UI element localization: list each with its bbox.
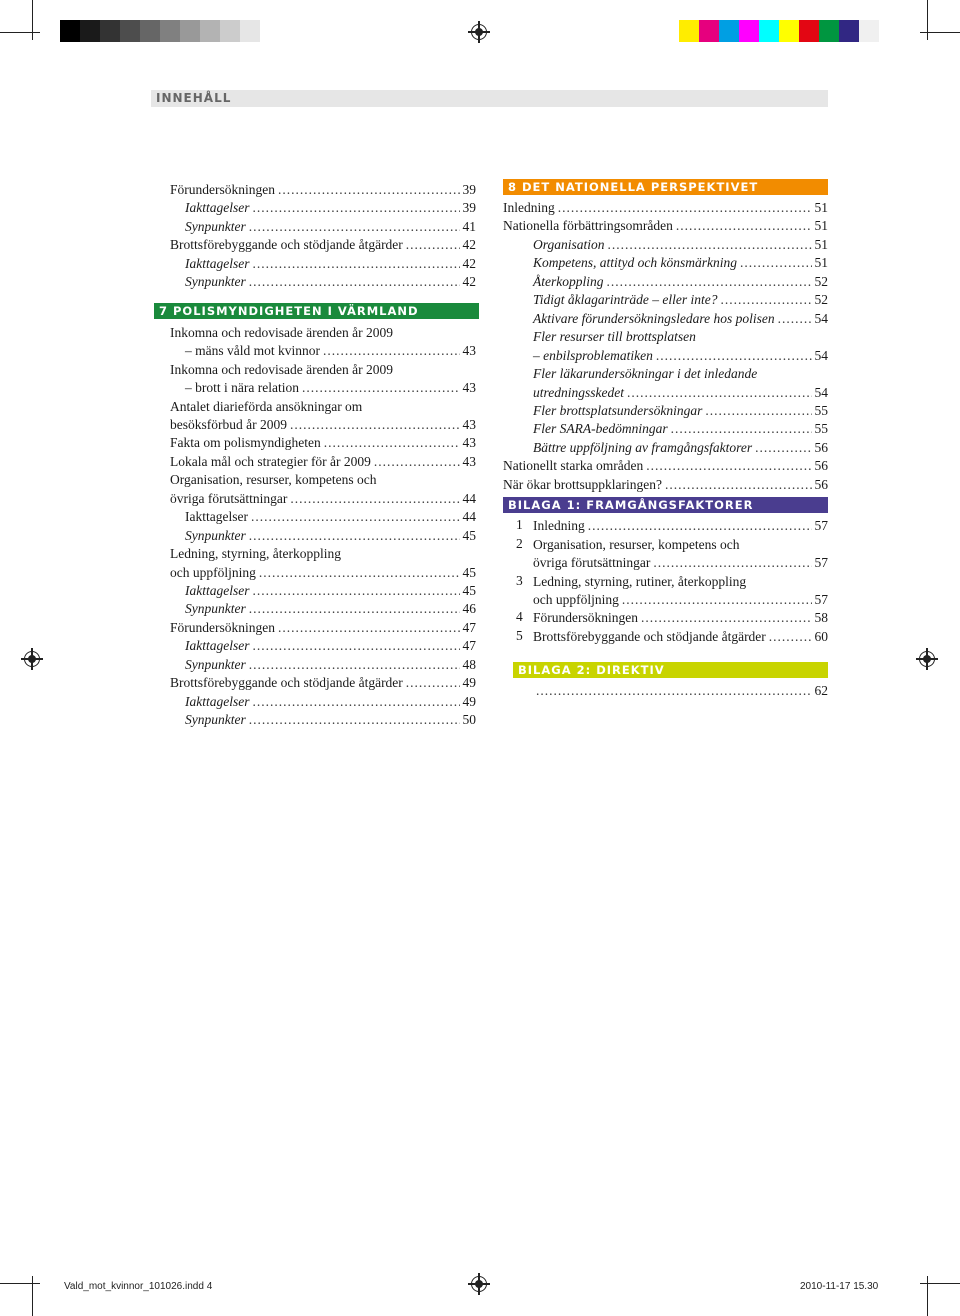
toc-entry-title: Fler resurser till brottsplatsen (533, 329, 696, 345)
dot-leader (406, 236, 460, 254)
calibration-swatch (859, 20, 879, 42)
dot-leader (252, 582, 459, 600)
toc-page-number: 56 (814, 458, 828, 474)
dot-leader (769, 628, 812, 646)
calibration-swatch (839, 20, 859, 42)
section-heading: BILAGA 2: DIREKTIV (513, 662, 828, 678)
toc-entry[interactable] (533, 310, 828, 328)
dot-leader (249, 656, 460, 674)
toc-entry-title: Tidigt åklagarinträde – eller inte? (533, 292, 718, 308)
toc-entry[interactable] (533, 254, 828, 272)
toc-entry-title: Bättre uppföljning av framgångsfaktorer (533, 439, 753, 455)
toc-entry[interactable] (170, 490, 476, 508)
toc-entry[interactable] (170, 453, 476, 471)
toc-page-number: 54 (814, 384, 828, 400)
toc-entry[interactable] (533, 384, 828, 402)
crop-mark (927, 0, 928, 40)
section-heading: 7 POLISMYNDIGHETEN I VÄRMLAND (154, 303, 479, 319)
dot-leader (249, 527, 460, 545)
toc-entry[interactable] (170, 619, 476, 637)
toc-page-number: 44 (462, 509, 476, 525)
toc-page-number: 57 (814, 555, 828, 571)
dot-leader (259, 564, 460, 582)
toc-entry-title: Synpunkter (185, 601, 246, 617)
toc-entry[interactable] (503, 217, 828, 235)
toc-entry-title: Iakttagelser (185, 693, 250, 709)
toc-entry[interactable] (170, 545, 476, 563)
dot-leader (646, 457, 811, 475)
toc-entry-title: Synpunkter (185, 218, 246, 234)
toc-left-column (159, 181, 476, 741)
toc-entry[interactable] (503, 457, 828, 475)
toc-entry-title: Inledning (503, 200, 555, 215)
calibration-swatch (759, 20, 779, 42)
gray-calibration-bar (60, 20, 260, 42)
toc-entry-title: Iakttagelser (185, 200, 250, 216)
toc-entry-title: utredningsskedet (533, 384, 624, 400)
toc-page-number: 57 (814, 518, 828, 534)
calibration-swatch (779, 20, 799, 42)
appendix-number: 4 (516, 609, 523, 625)
section-heading: BILAGA 1: FRAMGÅNGSFAKTORER (503, 497, 828, 513)
toc-entry-title: Fler SARA-bedömningar (533, 421, 668, 437)
dot-leader (558, 199, 812, 217)
toc-entry[interactable] (533, 536, 828, 554)
calibration-swatch (180, 20, 200, 42)
toc-entry-title: Antalet diarieförda ansökningar om (170, 398, 363, 414)
toc-entry-title: Iakttagelser (185, 638, 250, 654)
toc-entry-title: Aktivare förundersökningsledare hos polisen (533, 310, 775, 326)
dot-leader (622, 591, 812, 609)
appendix-number: 5 (516, 627, 523, 643)
calibration-swatch (679, 20, 699, 42)
toc-entry-title: Brottsförebyggande och stödjande åtgärder (533, 628, 766, 644)
crop-mark (920, 32, 960, 33)
toc-page-number: 58 (814, 610, 828, 626)
calibration-swatch (739, 20, 759, 42)
toc-entry[interactable] (533, 273, 828, 291)
dot-leader (323, 342, 460, 360)
toc-page-number: 56 (814, 476, 828, 492)
toc-page-number: 55 (814, 421, 828, 437)
toc-entry-title: övriga förutsättningar (170, 490, 288, 506)
toc-entry-title: Organisation (533, 236, 605, 252)
toc-page-number: 57 (814, 592, 828, 607)
appendix-number: 3 (516, 572, 523, 588)
toc-page-number: 39 (462, 182, 476, 197)
calibration-swatch (160, 20, 180, 42)
toc-entry[interactable] (185, 508, 476, 526)
calibration-swatch (220, 20, 240, 42)
dot-leader (249, 600, 460, 618)
calibration-swatch (719, 20, 739, 42)
registration-target-icon (471, 1276, 487, 1292)
calibration-swatch (60, 20, 80, 42)
toc-entry-title: Inkomna och redovisade ärenden år 2009 (170, 361, 394, 377)
toc-entry[interactable] (533, 628, 828, 646)
toc-page-number: 51 (814, 236, 828, 252)
toc-page-number: 46 (462, 601, 476, 617)
toc-entry[interactable] (185, 637, 476, 655)
dot-leader (252, 255, 459, 273)
toc-entry[interactable] (533, 573, 828, 591)
dot-leader (252, 199, 459, 217)
calibration-swatch (799, 20, 819, 42)
toc-entry-title: När ökar brottsuppklaringen? (503, 476, 662, 492)
toc-entry[interactable] (533, 591, 828, 609)
toc-entry-title: Förundersökningen (533, 610, 638, 626)
toc-page-number: 39 (462, 200, 476, 216)
toc-entry-title: Synpunkter (185, 656, 246, 672)
toc-page-number: 47 (462, 638, 476, 654)
toc-page-number: 51 (814, 200, 828, 215)
crop-mark (0, 1283, 40, 1284)
dot-leader (778, 310, 812, 328)
toc-entry-title: Synpunkter (185, 712, 246, 728)
toc-entry[interactable] (533, 439, 828, 457)
toc-entry-title: Iakttagelser (185, 255, 250, 271)
dot-leader (374, 453, 460, 471)
appendix-number: 1 (516, 517, 523, 533)
crop-mark (32, 0, 33, 40)
toc-page-number: 45 (462, 564, 476, 580)
crop-mark (0, 32, 40, 33)
toc-entry-title: Synpunkter (185, 527, 246, 543)
toc-page-number: 42 (462, 255, 476, 271)
toc-page-number: 43 (462, 416, 476, 432)
toc-entry-title: Iakttagelser (185, 509, 248, 525)
toc-entry-title: Ledning, styrning, återkoppling (170, 546, 341, 562)
dot-leader (290, 490, 459, 508)
color-calibration-bar (679, 20, 879, 42)
toc-entry[interactable] (533, 682, 828, 700)
toc-entry[interactable] (170, 181, 476, 199)
toc-page-number: 42 (462, 274, 476, 290)
footer-file: Vald_mot_kvinnor_101026.indd 4 (64, 1281, 213, 1292)
toc-entry-title: Organisation, resurser, kompetens och (170, 472, 377, 488)
toc-entry[interactable] (185, 656, 476, 674)
dot-leader (676, 217, 812, 235)
calibration-swatch (200, 20, 220, 42)
toc-entry-title: – mäns våld mot kvinnor (185, 343, 320, 359)
calibration-swatch (120, 20, 140, 42)
toc-entry-title: – brott i nära relation (185, 380, 299, 396)
toc-entry-title: övriga förutsättningar (533, 555, 651, 571)
registration-target-icon (919, 651, 935, 667)
toc-entry-title: Nationella förbättringsområden (503, 218, 673, 234)
calibration-swatch (80, 20, 100, 42)
dot-leader (251, 508, 460, 526)
appendix-number: 2 (516, 535, 523, 551)
dot-leader (278, 619, 460, 637)
toc-page-number: 51 (814, 255, 828, 271)
toc-entry-title: och uppföljning (170, 564, 256, 580)
dot-leader (290, 416, 460, 434)
toc-entry-title: och uppföljning (533, 592, 619, 607)
toc-entry[interactable] (533, 365, 828, 383)
toc-page-number: 43 (462, 380, 476, 396)
toc-entry-title: Iakttagelser (185, 583, 250, 598)
toc-entry[interactable] (533, 347, 828, 365)
toc-entry[interactable] (185, 600, 476, 618)
toc-page-number: 60 (814, 628, 828, 644)
toc-page-number: 45 (462, 527, 476, 543)
dot-leader (627, 384, 812, 402)
crop-mark (32, 1276, 33, 1316)
toc-entry-title: Ledning, styrning, rutiner, återkoppling (533, 573, 747, 589)
toc-entry-title: Förundersökningen (170, 619, 275, 635)
toc-entry[interactable] (533, 236, 828, 254)
toc-page-number: 43 (462, 343, 476, 359)
toc-entry-title: besöksförbud år 2009 (170, 416, 287, 432)
toc-entry-title: Förundersökningen (170, 182, 275, 197)
toc-entry[interactable] (185, 199, 476, 217)
toc-page-number: 62 (814, 683, 828, 699)
section-heading: 8 DET NATIONELLA PERSPEKTIVET (503, 179, 828, 195)
toc-page-number: 51 (814, 218, 828, 234)
crop-mark (927, 1276, 928, 1316)
toc-page-number: 42 (462, 237, 476, 253)
toc-page-number: 41 (462, 218, 476, 234)
toc-entry[interactable] (170, 674, 476, 692)
toc-entry-title: Organisation, resurser, kompetens och (533, 536, 740, 552)
toc-entry-title: Brottsförebyggande och stödjande åtgärder (170, 675, 403, 691)
toc-entry[interactable] (185, 711, 476, 729)
toc-entry-title: Återkoppling (533, 273, 604, 289)
dot-leader (302, 379, 460, 397)
toc-entry-title: Fakta om polismyndigheten (170, 435, 321, 451)
toc-entry-title: Fler läkarundersökningar i det inledande (533, 366, 758, 382)
toc-entry[interactable] (533, 609, 828, 627)
dot-leader (536, 682, 812, 700)
dot-leader (249, 273, 460, 291)
toc-entry-title: Inledning (533, 518, 585, 534)
dot-leader (252, 637, 459, 655)
toc-entry-title: Synpunkter (185, 274, 246, 290)
toc-page-number: 54 (814, 347, 828, 363)
toc-page-number: 52 (814, 292, 828, 308)
dot-leader (641, 609, 812, 627)
dot-leader (249, 711, 460, 729)
registration-target-icon (471, 24, 487, 40)
toc-entry[interactable] (170, 434, 476, 452)
toc-page-number: 45 (462, 583, 476, 598)
toc-page-number: 56 (814, 439, 828, 455)
toc-entry[interactable] (533, 554, 828, 572)
dot-leader (705, 402, 811, 420)
toc-page-number: 47 (462, 619, 476, 635)
dot-leader (656, 347, 812, 365)
toc-entry-title: Lokala mål och strategier för år 2009 (170, 453, 371, 469)
toc-page-number: 43 (462, 453, 476, 469)
dot-leader (671, 420, 812, 438)
calibration-swatch (140, 20, 160, 42)
toc-entry-title: – enbilsproblematiken (533, 347, 653, 363)
dot-leader (252, 693, 459, 711)
toc-entry[interactable] (170, 398, 476, 416)
toc-page-number: 50 (462, 712, 476, 728)
toc-entry[interactable] (170, 361, 476, 379)
toc-page-number: 43 (462, 435, 476, 451)
toc-page-number: 55 (814, 402, 828, 418)
toc-entry[interactable] (185, 582, 476, 600)
toc-entry[interactable] (185, 342, 476, 360)
toc-entry[interactable] (170, 471, 476, 489)
footer-date: 2010-11-17 15.30 (800, 1281, 879, 1292)
toc-entry-title: Kompetens, attityd och könsmärkning (533, 255, 737, 271)
toc-entry[interactable] (170, 236, 476, 254)
toc-entry[interactable] (185, 273, 476, 291)
dot-leader (740, 254, 812, 272)
calibration-swatch (699, 20, 719, 42)
crop-mark (920, 1283, 960, 1284)
toc-entry[interactable] (185, 379, 476, 397)
toc-entry[interactable] (533, 402, 828, 420)
toc-entry-title: Inkomna och redovisade ärenden år 2009 (170, 324, 394, 340)
toc-entry[interactable] (185, 255, 476, 273)
dot-leader (665, 476, 812, 494)
calibration-swatch (240, 20, 260, 42)
toc-entry[interactable] (533, 420, 828, 438)
dot-leader (249, 218, 460, 236)
dot-leader (324, 434, 460, 452)
dot-leader (588, 517, 812, 535)
toc-entry[interactable] (533, 517, 828, 535)
toc-entry[interactable] (533, 291, 828, 309)
toc-entry[interactable] (170, 324, 476, 342)
toc-entry[interactable] (170, 416, 476, 434)
toc-entry-title: Brottsförebyggande och stödjande åtgärder (170, 237, 403, 253)
toc-entry[interactable] (503, 199, 828, 217)
dot-leader (653, 554, 811, 572)
toc-page-number: 44 (462, 490, 476, 506)
dot-leader (607, 273, 812, 291)
toc-page-number: 49 (462, 675, 476, 691)
registration-target-icon (24, 651, 40, 667)
toc-entry-title: Fler brottsplatsundersökningar (533, 402, 703, 418)
toc-page-number: 52 (814, 273, 828, 289)
toc-entry[interactable] (185, 693, 476, 711)
dot-leader (755, 439, 811, 457)
calibration-swatch (100, 20, 120, 42)
toc-entry[interactable] (503, 476, 828, 494)
toc-page-number: 48 (462, 656, 476, 672)
dot-leader (608, 236, 812, 254)
dot-leader (406, 674, 460, 692)
toc-entry[interactable] (170, 564, 476, 582)
page-title: INNEHÅLL (151, 90, 828, 107)
toc-entry[interactable] (533, 328, 828, 346)
toc-page-number: 49 (462, 693, 476, 709)
toc-entry-title: Nationellt starka områden (503, 458, 644, 474)
dot-leader (721, 291, 812, 309)
calibration-swatch (819, 20, 839, 42)
toc-right-column (503, 178, 828, 738)
dot-leader (278, 181, 460, 199)
toc-page-number: 54 (814, 310, 828, 326)
toc-entry[interactable] (185, 527, 476, 545)
toc-entry[interactable] (185, 218, 476, 236)
